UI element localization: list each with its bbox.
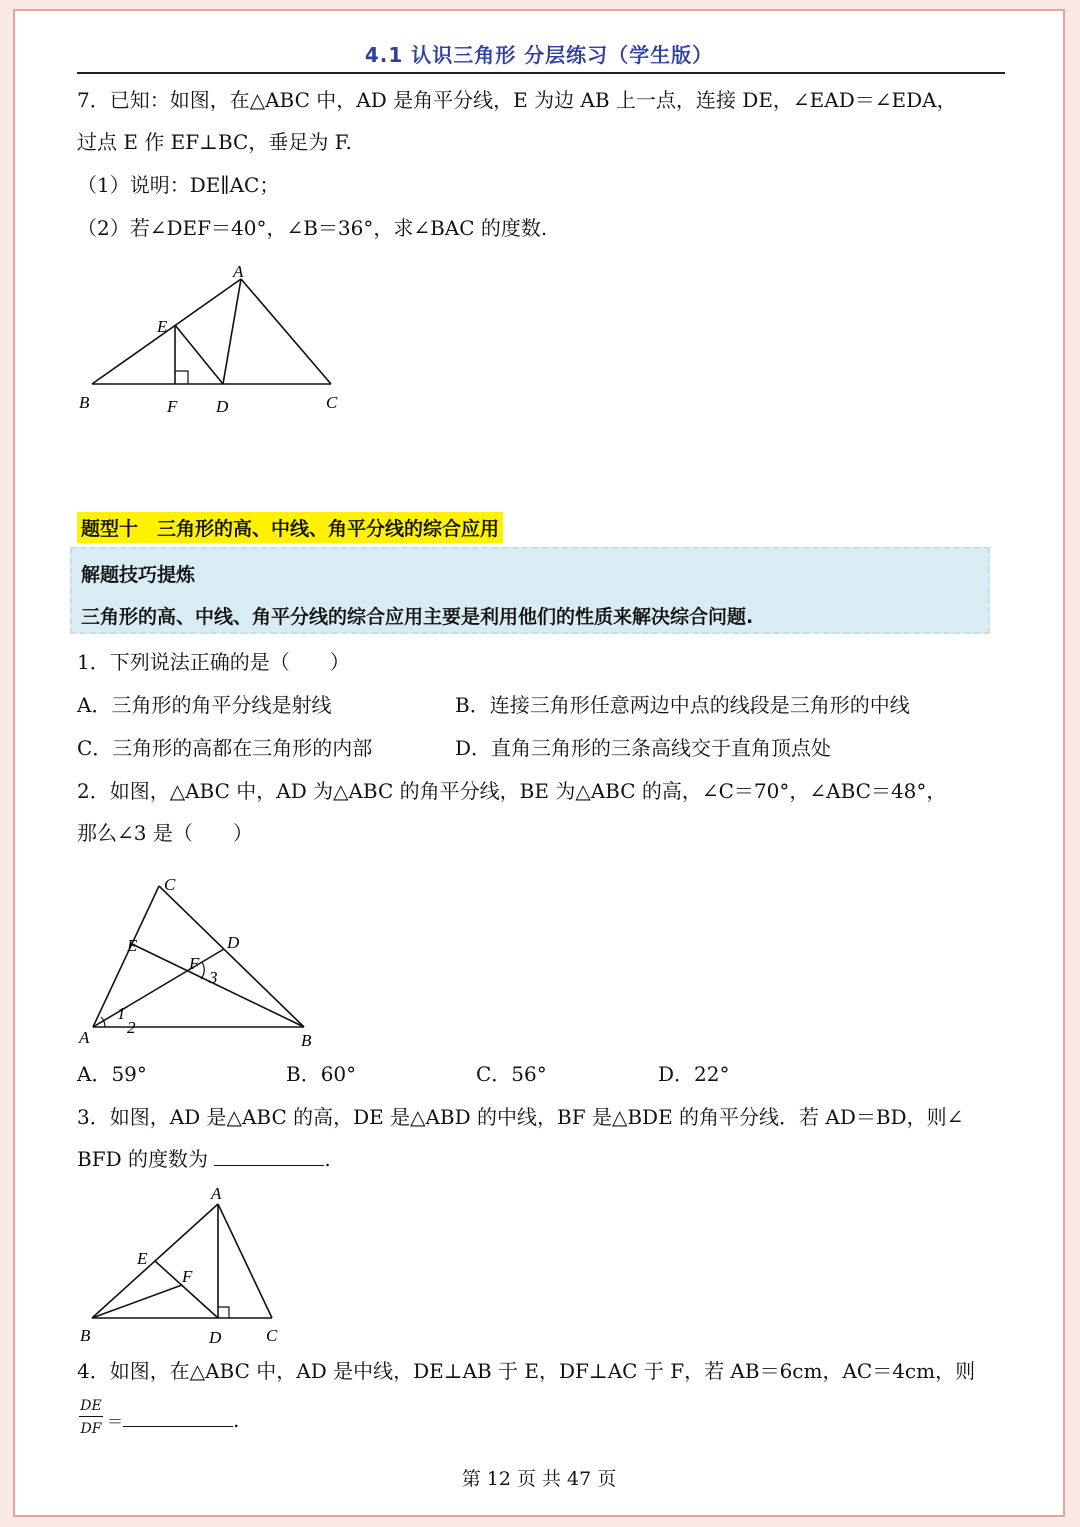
q4-line1: 4．如图，在△ABC 中，AD 是中线，DE⊥AB 于 E，DF⊥AC 于 F，若 AB＝6cm，AC＝4cm，则 xyxy=(77,1359,976,1383)
q2-figure xyxy=(75,861,335,1051)
q2-label-a: A xyxy=(79,1028,90,1047)
q2-angle-mark-3 xyxy=(201,962,204,979)
q7-line1: 7．已知：如图，在△ABC 中，AD 是角平分线，E 为边 AB 上一点，连接 DE，∠EAD＝∠EDA， xyxy=(77,88,957,112)
q3-right-angle xyxy=(218,1307,229,1318)
q3-seg-bf xyxy=(92,1285,182,1318)
q2-line2: 那么∠3 是（ ） xyxy=(77,821,253,845)
header-rule xyxy=(77,72,1005,74)
q7-label-f: F xyxy=(167,397,178,416)
q2-line1: 2．如图，△ABC 中，AD 为△ABC 的角平分线，BE 为△ABC 的高，∠C＝70°，∠ABC＝48°， xyxy=(77,779,947,803)
q3-label-c: C xyxy=(266,1326,278,1345)
q2-label-b: B xyxy=(301,1031,312,1050)
q2-label-c: C xyxy=(164,875,176,894)
q7-seg-ac xyxy=(241,279,331,384)
q3-answer-blank[interactable] xyxy=(214,1165,324,1166)
q4-fraction-numerator: DE xyxy=(79,1399,103,1417)
q2-seg-ad xyxy=(93,949,224,1027)
q3-label-d: D xyxy=(209,1328,222,1347)
q7-part1: （1）说明：DE∥AC； xyxy=(77,173,280,197)
q4-equals-sign: ＝ xyxy=(107,1412,124,1431)
q2-seg-be xyxy=(132,944,304,1027)
q3-label-a: A xyxy=(211,1184,222,1203)
q3-line2-end: . xyxy=(324,1147,331,1171)
q2-option-d: D．22° xyxy=(658,1062,730,1086)
q7-part2: （2）若∠DEF＝40°，∠B＝36°，求∠BAC 的度数. xyxy=(77,216,548,240)
q4-answer-blank[interactable] xyxy=(123,1426,233,1427)
q3-line2-text: BFD 的度数为 xyxy=(77,1147,208,1171)
q4-equals xyxy=(107,1407,239,1433)
q2-seg-ac xyxy=(93,886,159,1027)
q7-seg-ed xyxy=(175,325,223,384)
q3-line1: 3．如图，AD 是△ABC 的高，DE 是△ABD 的中线，BF 是△BDE 的角平分线．若 AD＝BD，则∠ xyxy=(77,1105,964,1129)
page xyxy=(13,9,1065,1517)
q3-label-f: F xyxy=(182,1267,193,1286)
tip-box xyxy=(70,547,990,634)
q2-label-1: 1 xyxy=(117,1004,126,1023)
q3-figure xyxy=(75,1179,305,1354)
q2-option-c: C．56° xyxy=(476,1062,547,1086)
tip-title: 解题技巧提炼 xyxy=(81,564,196,586)
q2-label-3: 3 xyxy=(209,968,218,987)
q7-label-a: A xyxy=(233,262,244,281)
q7-figure xyxy=(75,256,365,416)
q1-option-a: A．三角形的角平分线是射线 xyxy=(77,693,332,717)
q2-label-e: E xyxy=(127,936,138,955)
q4-fraction-denominator: DF xyxy=(80,1421,102,1437)
section-title: 题型十 三角形的高、中线、角平分线的综合应用 xyxy=(77,512,503,543)
q1-option-d: D．直角三角形的三条高线交于直角顶点处 xyxy=(455,736,832,760)
q1-option-b: B．连接三角形任意两边中点的线段是三角形的中线 xyxy=(455,693,910,717)
q3-seg-ac xyxy=(218,1204,272,1318)
q2-option-a: A．59° xyxy=(77,1062,147,1086)
q7-right-angle xyxy=(175,371,188,384)
q7-seg-ad xyxy=(223,279,241,384)
q1-option-c: C．三角形的高都在三角形的内部 xyxy=(77,736,373,760)
q2-seg-cb xyxy=(159,886,304,1027)
q3-line2 xyxy=(77,1146,331,1172)
q2-label-f: F xyxy=(189,954,200,973)
q7-label-d: D xyxy=(216,397,229,416)
header-title: 4.1 认识三角形 分层练习（学生版） xyxy=(364,43,714,67)
q2-label-2: 2 xyxy=(127,1018,136,1037)
q1-stem: 1．下列说法正确的是（ ） xyxy=(77,650,350,674)
q4-fraction xyxy=(79,1399,103,1436)
page-footer: 第 12 页 共 47 页 xyxy=(461,1468,617,1490)
q7-label-e: E xyxy=(157,317,168,336)
q7-label-c: C xyxy=(326,393,338,412)
q4-end: . xyxy=(233,1408,240,1432)
q2-label-d: D xyxy=(227,933,240,952)
tip-text: 三角形的高、中线、角平分线的综合应用主要是利用他们的性质来解决综合问题. xyxy=(81,606,754,628)
q3-label-e: E xyxy=(137,1249,148,1268)
q3-label-b: B xyxy=(80,1326,91,1345)
q7-line2: 过点 E 作 EF⊥BC，垂足为 F. xyxy=(77,130,352,154)
q2-option-b: B．60° xyxy=(286,1062,357,1086)
q7-label-b: B xyxy=(79,393,90,412)
